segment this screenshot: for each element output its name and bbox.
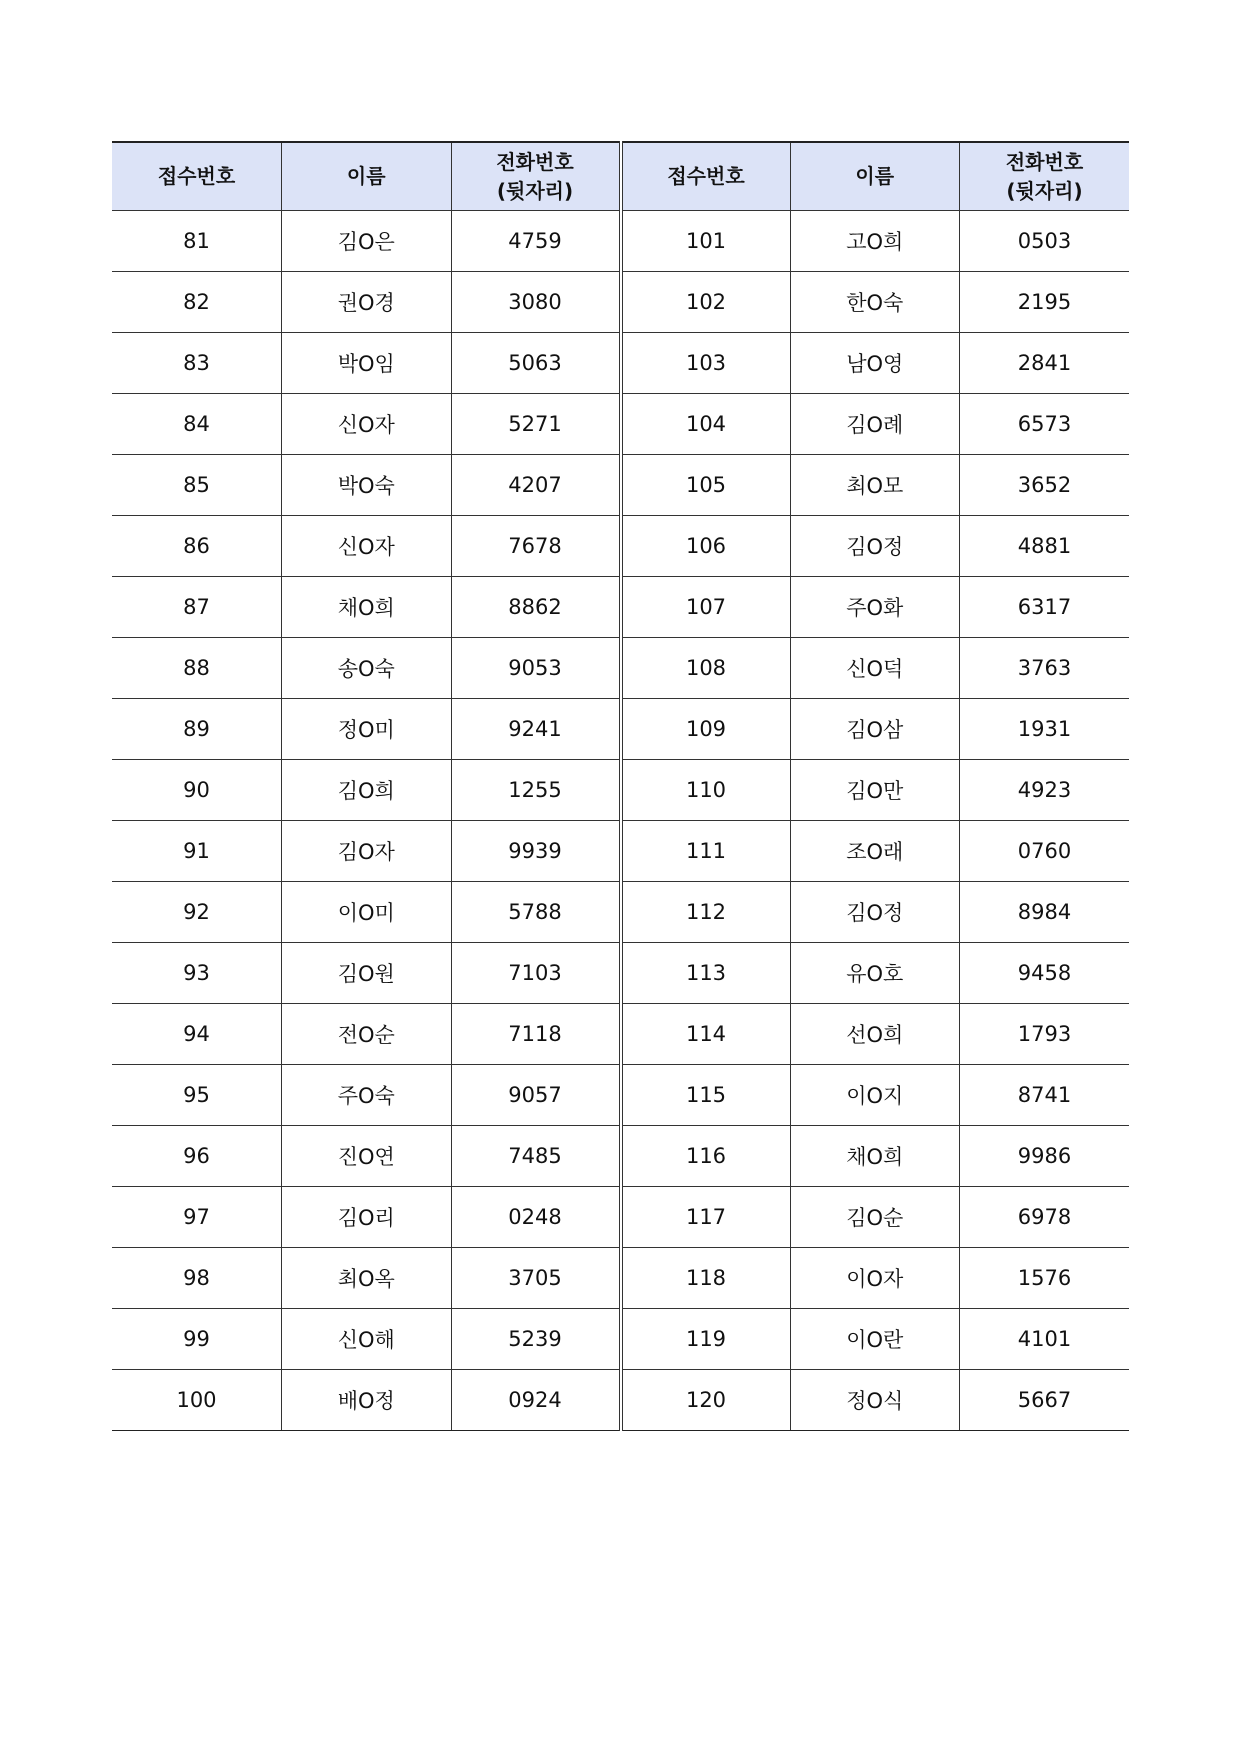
cell-name-right: 주O화 bbox=[790, 577, 960, 638]
cell-name-left: 김O은 bbox=[282, 211, 452, 272]
cell-number-left: 94 bbox=[112, 1004, 282, 1065]
cell-phone-right: 6978 bbox=[960, 1187, 1130, 1248]
table-row bbox=[112, 1370, 1129, 1431]
cell-number-right: 118 bbox=[621, 1248, 791, 1309]
table-row bbox=[112, 760, 1129, 821]
cell-name-left: 전O순 bbox=[282, 1004, 452, 1065]
cell-phone-left: 7118 bbox=[451, 1004, 621, 1065]
table-row bbox=[112, 272, 1129, 333]
cell-name-left: 김O자 bbox=[282, 821, 452, 882]
cell-name-right: 유O호 bbox=[790, 943, 960, 1004]
cell-number-right: 104 bbox=[621, 394, 791, 455]
cell-name-right: 김O례 bbox=[790, 394, 960, 455]
cell-number-right: 111 bbox=[621, 821, 791, 882]
cell-number-left: 89 bbox=[112, 699, 282, 760]
cell-number-left: 98 bbox=[112, 1248, 282, 1309]
cell-name-left: 배O정 bbox=[282, 1370, 452, 1431]
header-phone-line2: (뒷자리) bbox=[496, 178, 574, 203]
table-row bbox=[112, 943, 1129, 1004]
cell-name-left: 이O미 bbox=[282, 882, 452, 943]
cell-name-right: 이O란 bbox=[790, 1309, 960, 1370]
cell-number-left: 81 bbox=[112, 211, 282, 272]
cell-phone-right: 9458 bbox=[960, 943, 1130, 1004]
cell-phone-right: 8984 bbox=[960, 882, 1130, 943]
cell-phone-right: 1931 bbox=[960, 699, 1130, 760]
header-phone-line1: 전화번호 bbox=[496, 149, 574, 174]
cell-name-left: 김O원 bbox=[282, 943, 452, 1004]
table-row bbox=[112, 1248, 1129, 1309]
cell-name-right: 남O영 bbox=[790, 333, 960, 394]
cell-number-left: 84 bbox=[112, 394, 282, 455]
cell-name-right: 채O희 bbox=[790, 1126, 960, 1187]
header-number-left: 접수번호 bbox=[112, 142, 282, 211]
cell-phone-right: 5667 bbox=[960, 1370, 1130, 1431]
cell-name-right: 김O만 bbox=[790, 760, 960, 821]
table-row bbox=[112, 394, 1129, 455]
cell-name-left: 주O숙 bbox=[282, 1065, 452, 1126]
cell-number-right: 105 bbox=[621, 455, 791, 516]
cell-number-right: 116 bbox=[621, 1126, 791, 1187]
cell-name-right: 조O래 bbox=[790, 821, 960, 882]
cell-phone-left: 9053 bbox=[451, 638, 621, 699]
cell-phone-right: 6317 bbox=[960, 577, 1130, 638]
cell-name-right: 김O정 bbox=[790, 516, 960, 577]
table-row bbox=[112, 516, 1129, 577]
cell-phone-right: 4923 bbox=[960, 760, 1130, 821]
cell-phone-right: 3652 bbox=[960, 455, 1130, 516]
cell-number-left: 95 bbox=[112, 1065, 282, 1126]
cell-phone-left: 7103 bbox=[451, 943, 621, 1004]
cell-name-left: 박O임 bbox=[282, 333, 452, 394]
cell-name-left: 김O희 bbox=[282, 760, 452, 821]
header-phone-left bbox=[451, 142, 621, 211]
cell-number-right: 119 bbox=[621, 1309, 791, 1370]
cell-phone-right: 2841 bbox=[960, 333, 1130, 394]
table-row bbox=[112, 638, 1129, 699]
cell-number-left: 91 bbox=[112, 821, 282, 882]
cell-phone-right: 4881 bbox=[960, 516, 1130, 577]
cell-number-left: 86 bbox=[112, 516, 282, 577]
cell-phone-right: 8741 bbox=[960, 1065, 1130, 1126]
table-row bbox=[112, 1126, 1129, 1187]
cell-name-right: 신O덕 bbox=[790, 638, 960, 699]
cell-name-left: 김O리 bbox=[282, 1187, 452, 1248]
header-phone-line1: 전화번호 bbox=[1005, 149, 1084, 174]
cell-name-left: 정O미 bbox=[282, 699, 452, 760]
table-header-row bbox=[112, 142, 1129, 211]
cell-number-left: 85 bbox=[112, 455, 282, 516]
table-row bbox=[112, 455, 1129, 516]
cell-phone-left: 4759 bbox=[451, 211, 621, 272]
cell-number-right: 108 bbox=[621, 638, 791, 699]
cell-number-left: 87 bbox=[112, 577, 282, 638]
header-phone-right bbox=[960, 142, 1130, 211]
cell-name-left: 박O숙 bbox=[282, 455, 452, 516]
cell-number-left: 82 bbox=[112, 272, 282, 333]
cell-phone-left: 3705 bbox=[451, 1248, 621, 1309]
table-body bbox=[112, 211, 1129, 1431]
cell-name-left: 신O해 bbox=[282, 1309, 452, 1370]
cell-name-right: 김O삼 bbox=[790, 699, 960, 760]
cell-number-left: 97 bbox=[112, 1187, 282, 1248]
cell-number-left: 99 bbox=[112, 1309, 282, 1370]
cell-phone-left: 0248 bbox=[451, 1187, 621, 1248]
cell-number-left: 83 bbox=[112, 333, 282, 394]
cell-number-right: 113 bbox=[621, 943, 791, 1004]
table-row bbox=[112, 821, 1129, 882]
cell-phone-right: 0503 bbox=[960, 211, 1130, 272]
cell-name-left: 채O희 bbox=[282, 577, 452, 638]
cell-name-right: 최O모 bbox=[790, 455, 960, 516]
cell-name-right: 김O정 bbox=[790, 882, 960, 943]
cell-name-right: 정O식 bbox=[790, 1370, 960, 1431]
table-row bbox=[112, 1004, 1129, 1065]
cell-number-right: 106 bbox=[621, 516, 791, 577]
header-number-right: 접수번호 bbox=[621, 142, 791, 211]
cell-number-right: 103 bbox=[621, 333, 791, 394]
table-row bbox=[112, 1309, 1129, 1370]
cell-phone-left: 8862 bbox=[451, 577, 621, 638]
table-row bbox=[112, 333, 1129, 394]
table-row bbox=[112, 577, 1129, 638]
cell-phone-right: 3763 bbox=[960, 638, 1130, 699]
header-name-left: 이름 bbox=[282, 142, 452, 211]
cell-phone-left: 5271 bbox=[451, 394, 621, 455]
cell-number-right: 101 bbox=[621, 211, 791, 272]
cell-number-right: 115 bbox=[621, 1065, 791, 1126]
cell-number-left: 90 bbox=[112, 760, 282, 821]
cell-name-left: 신O자 bbox=[282, 394, 452, 455]
table-row bbox=[112, 882, 1129, 943]
cell-phone-left: 9057 bbox=[451, 1065, 621, 1126]
cell-phone-left: 7678 bbox=[451, 516, 621, 577]
cell-phone-right: 9986 bbox=[960, 1126, 1130, 1187]
cell-name-right: 이O자 bbox=[790, 1248, 960, 1309]
cell-number-left: 93 bbox=[112, 943, 282, 1004]
cell-name-left: 최O옥 bbox=[282, 1248, 452, 1309]
cell-phone-right: 2195 bbox=[960, 272, 1130, 333]
table-row bbox=[112, 211, 1129, 272]
cell-number-right: 120 bbox=[621, 1370, 791, 1431]
cell-number-left: 100 bbox=[112, 1370, 282, 1431]
cell-phone-left: 5239 bbox=[451, 1309, 621, 1370]
table-row bbox=[112, 1187, 1129, 1248]
cell-number-left: 88 bbox=[112, 638, 282, 699]
cell-name-right: 한O숙 bbox=[790, 272, 960, 333]
cell-number-right: 117 bbox=[621, 1187, 791, 1248]
cell-phone-left: 5063 bbox=[451, 333, 621, 394]
cell-phone-left: 7485 bbox=[451, 1126, 621, 1187]
cell-number-left: 96 bbox=[112, 1126, 282, 1187]
cell-phone-right: 0760 bbox=[960, 821, 1130, 882]
cell-phone-left: 1255 bbox=[451, 760, 621, 821]
cell-number-right: 114 bbox=[621, 1004, 791, 1065]
cell-phone-left: 9939 bbox=[451, 821, 621, 882]
cell-name-left: 신O자 bbox=[282, 516, 452, 577]
cell-name-left: 권O경 bbox=[282, 272, 452, 333]
cell-number-right: 109 bbox=[621, 699, 791, 760]
cell-number-right: 102 bbox=[621, 272, 791, 333]
cell-name-right: 선O희 bbox=[790, 1004, 960, 1065]
applicant-table bbox=[112, 141, 1129, 1431]
cell-number-right: 110 bbox=[621, 760, 791, 821]
cell-phone-left: 9241 bbox=[451, 699, 621, 760]
header-name-right: 이름 bbox=[790, 142, 960, 211]
cell-phone-right: 4101 bbox=[960, 1309, 1130, 1370]
cell-name-right: 이O지 bbox=[790, 1065, 960, 1126]
cell-name-right: 고O희 bbox=[790, 211, 960, 272]
cell-name-left: 진O연 bbox=[282, 1126, 452, 1187]
header-phone-line2: (뒷자리) bbox=[1006, 178, 1083, 203]
table-row bbox=[112, 699, 1129, 760]
cell-number-left: 92 bbox=[112, 882, 282, 943]
cell-phone-right: 6573 bbox=[960, 394, 1130, 455]
cell-number-right: 112 bbox=[621, 882, 791, 943]
table-row bbox=[112, 1065, 1129, 1126]
cell-phone-left: 0924 bbox=[451, 1370, 621, 1431]
cell-phone-right: 1576 bbox=[960, 1248, 1130, 1309]
cell-name-left: 송O숙 bbox=[282, 638, 452, 699]
cell-phone-right: 1793 bbox=[960, 1004, 1130, 1065]
cell-number-right: 107 bbox=[621, 577, 791, 638]
cell-phone-left: 5788 bbox=[451, 882, 621, 943]
cell-name-right: 김O순 bbox=[790, 1187, 960, 1248]
cell-phone-left: 3080 bbox=[451, 272, 621, 333]
cell-phone-left: 4207 bbox=[451, 455, 621, 516]
